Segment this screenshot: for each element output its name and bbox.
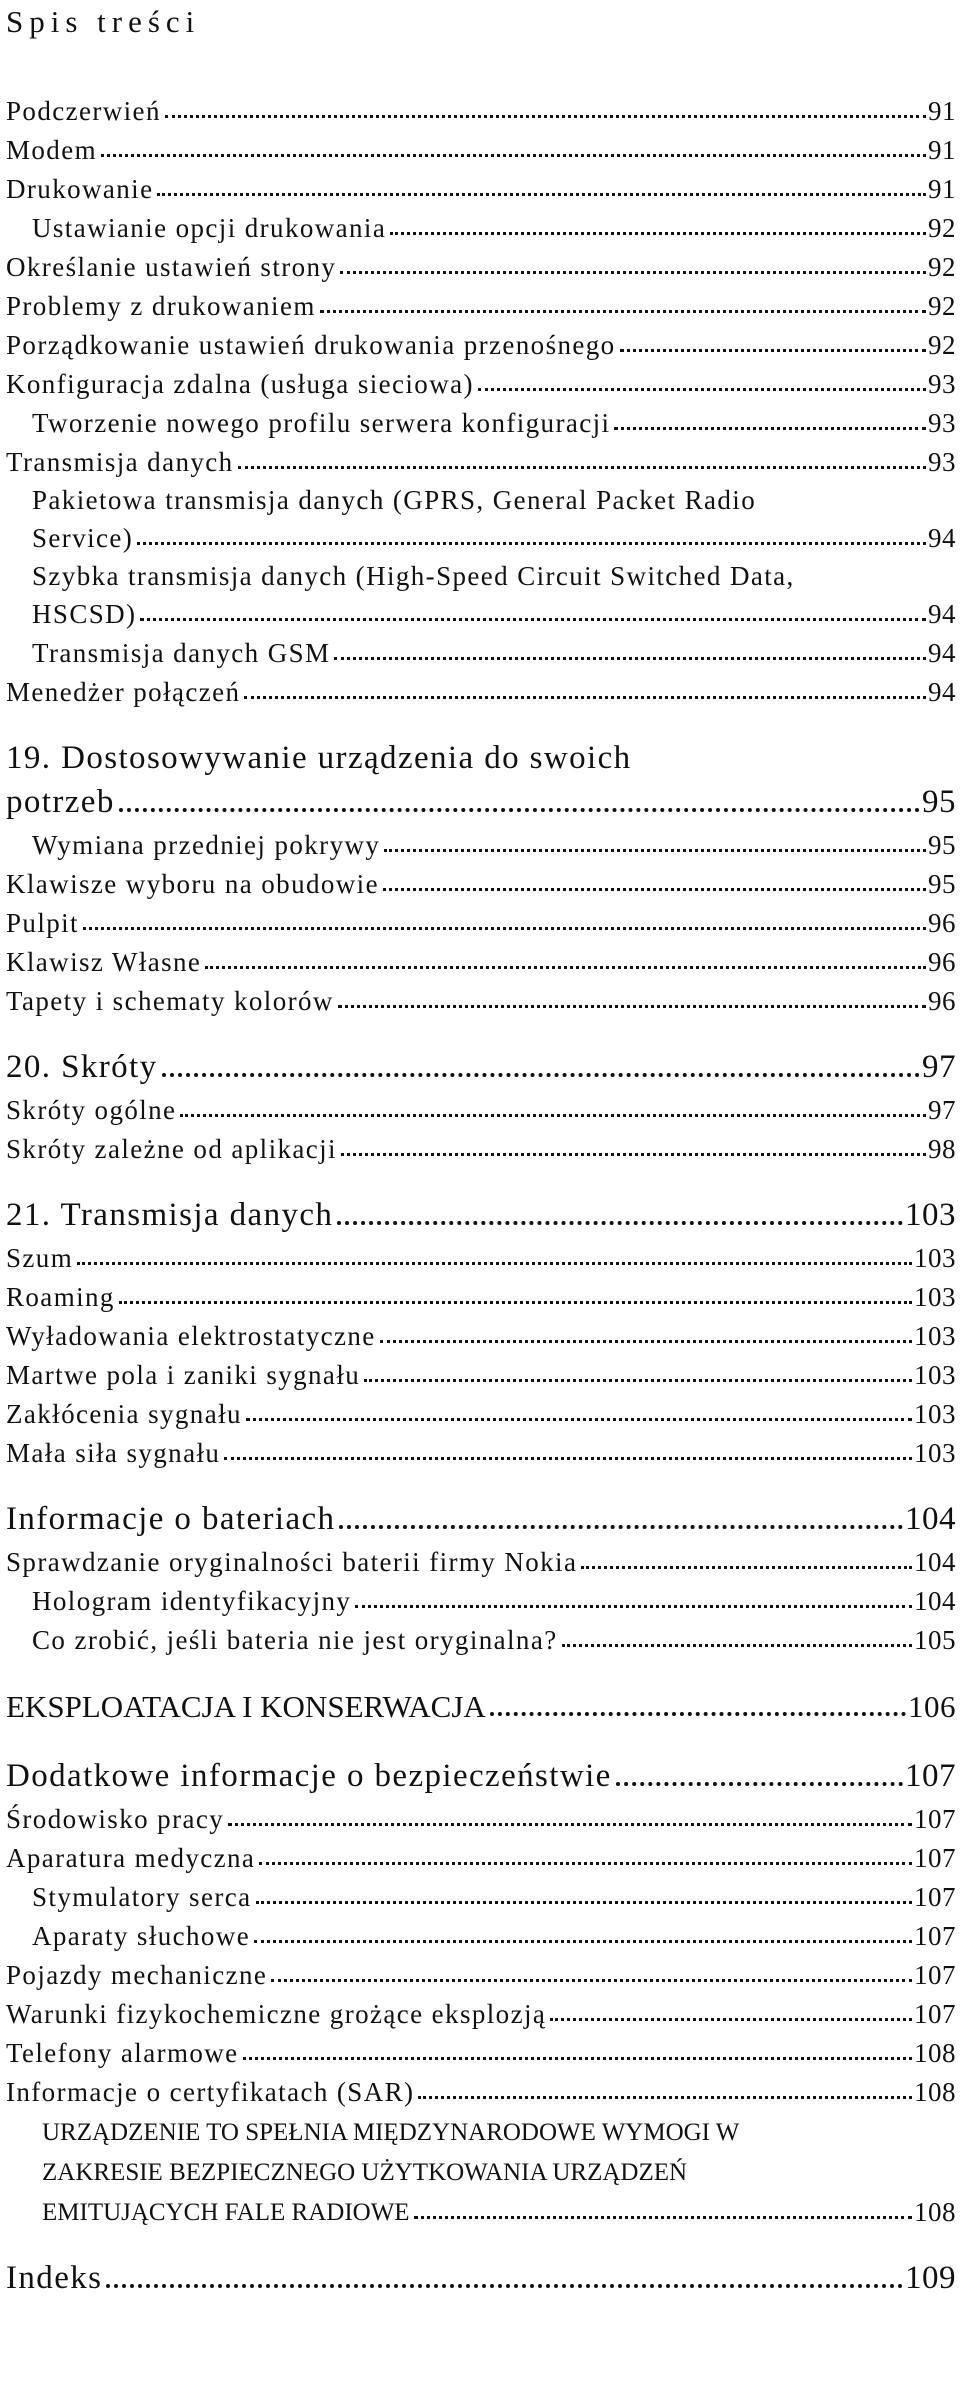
- toc-entry[interactable]: [6, 628, 956, 667]
- toc-entry-sar-notice-line1: URZĄDZENIE TO SPEŁNIA MIĘDZYNARODOWE WYMOGI W: [42, 2118, 740, 2146]
- dot-leader: [119, 804, 920, 812]
- toc-entry-page: 105: [914, 1624, 956, 1655]
- toc-entry[interactable]: [6, 937, 956, 976]
- toc-entry-label: Określanie ustawień strony: [6, 251, 337, 282]
- toc-index[interactable]: [6, 2250, 956, 2296]
- dot-leader: [390, 228, 926, 235]
- dot-leader: [380, 1336, 912, 1343]
- dot-leader: [243, 2053, 912, 2060]
- toc-entry-page: 104: [914, 1585, 956, 1616]
- toc-entry-sar-notice-line2: ZAKRESIE BEZPIECZNEGO UŻYTKOWANIA URZĄDZEŃ: [42, 2158, 688, 2186]
- toc-entry-label: Co zrobić, jeśli bateria nie jest oryginalna?: [32, 1624, 558, 1655]
- toc-entry-label: Warunki fizykochemiczne grożące eksplozją: [6, 1998, 547, 2029]
- toc-entry[interactable]: [6, 1576, 956, 1615]
- toc-entry-gprs[interactable]: [6, 476, 956, 552]
- toc-entry[interactable]: [6, 125, 956, 164]
- toc-chapter-21[interactable]: [6, 1187, 956, 1233]
- toc-entry-hscsd-line1: Szybka transmisja danych (High-Speed Circuit Switched Data,: [32, 560, 795, 591]
- toc-entry-gprs-page: 94: [928, 522, 956, 553]
- toc-entry-page: 96: [928, 946, 956, 977]
- toc-entry-page: 92: [928, 251, 956, 282]
- toc-entry-sar-notice[interactable]: [6, 2106, 956, 2226]
- toc-entry-label: Transmisja danych GSM: [32, 637, 331, 668]
- toc-entry[interactable]: [6, 1233, 956, 1272]
- dot-leader: [384, 845, 926, 852]
- toc-entry-page: 93: [928, 368, 956, 399]
- toc-entry-gprs-line1: Pakietowa transmisja danych (GPRS, General Packet Radio: [32, 484, 757, 515]
- dot-leader: [157, 189, 926, 196]
- toc-entry-label: Skróty ogólne: [6, 1094, 177, 1125]
- toc-maintenance-page: 106: [908, 1689, 956, 1725]
- toc-entry-page: 107: [914, 1998, 956, 2029]
- toc-entry-page: 96: [928, 907, 956, 938]
- toc-entry-page: 95: [928, 868, 956, 899]
- toc-maintenance-label: EKSPLOATACJA I KONSERWACJA: [6, 1689, 486, 1725]
- toc-entry-label: Zakłócenia sygnału: [6, 1398, 242, 1429]
- toc-entry-label: Wymiana przedniej pokrywy: [32, 829, 381, 860]
- toc-entry-label: Pojazdy mechaniczne: [6, 1959, 268, 1990]
- dot-leader: [562, 1640, 912, 1647]
- toc-entry[interactable]: [6, 320, 956, 359]
- toc-entry-page: 97: [928, 1094, 956, 1125]
- dot-leader: [246, 1414, 912, 1421]
- toc-entry-page: 91: [928, 173, 956, 204]
- toc-entry[interactable]: [6, 1124, 956, 1163]
- dot-leader: [478, 384, 926, 391]
- dot-leader: [334, 653, 926, 660]
- toc-entry[interactable]: [6, 1615, 956, 1654]
- toc-entry[interactable]: [6, 242, 956, 281]
- toc-entry-label: Transmisja danych: [6, 446, 234, 477]
- toc-entry[interactable]: [6, 1794, 956, 1833]
- toc-entry-page: 107: [914, 1920, 956, 1951]
- dot-leader: [614, 423, 926, 430]
- dot-leader: [271, 1975, 912, 1982]
- dot-leader: [581, 1562, 912, 1569]
- dot-leader: [490, 1708, 906, 1716]
- dot-leader: [228, 1819, 912, 1826]
- dot-leader: [339, 1521, 903, 1529]
- dot-leader: [244, 692, 926, 699]
- toc-chapter-20[interactable]: [6, 1039, 956, 1085]
- dot-leader: [414, 2212, 912, 2219]
- toc-entry-label: Podczerwień: [6, 95, 161, 126]
- toc-entry-page: 91: [928, 134, 956, 165]
- toc-entry-page: 92: [928, 329, 956, 360]
- toc-entry-label: Mała siła sygnału: [6, 1437, 221, 1468]
- toc-entry-label: Środowisko pracy: [6, 1803, 225, 1834]
- toc-entry-page: 95: [928, 829, 956, 860]
- toc-entry[interactable]: [6, 359, 956, 398]
- toc-entry-hscsd-page: 94: [928, 598, 956, 629]
- dot-leader: [137, 538, 926, 545]
- toc-entry-label: Wyładowania elektrostatyczne: [6, 1320, 376, 1351]
- toc-entry-page: 91: [928, 95, 956, 126]
- toc-entry[interactable]: [6, 1989, 956, 2028]
- toc-entry-page: 103: [914, 1320, 956, 1351]
- toc-entry-label: Aparaty słuchowe: [32, 1920, 251, 1951]
- toc-entry-page: 92: [928, 290, 956, 321]
- toc-entry[interactable]: [6, 164, 956, 203]
- dot-leader: [418, 2092, 912, 2099]
- dot-leader: [259, 1858, 912, 1865]
- toc-chapter-19-line2: potrzeb: [6, 784, 115, 821]
- toc-additional-safety-label: Dodatkowe informacje o bezpieczeństwie: [6, 1758, 612, 1795]
- dot-leader: [256, 1897, 913, 1904]
- toc-entry[interactable]: [6, 1311, 956, 1350]
- toc-entry[interactable]: [6, 203, 956, 242]
- toc-entry-label: Drukowanie: [6, 173, 154, 204]
- dot-leader: [119, 1297, 912, 1304]
- toc-entry-page: 108: [914, 2076, 956, 2107]
- toc-chapter-20-page: 97: [922, 1049, 956, 1086]
- toc-list: [6, 86, 956, 2296]
- toc-entry-page: 103: [914, 1437, 956, 1468]
- toc-entry-label: Szum: [6, 1242, 74, 1273]
- toc-entry[interactable]: [6, 1085, 956, 1124]
- toc-entry[interactable]: [6, 976, 956, 1015]
- toc-entry[interactable]: [6, 820, 956, 859]
- toc-entry-page: 107: [914, 1959, 956, 1990]
- toc-entry[interactable]: [6, 86, 956, 125]
- toc-entry[interactable]: [6, 2067, 956, 2106]
- toc-entry-page: 103: [914, 1398, 956, 1429]
- toc-entry-page: 108: [914, 2037, 956, 2068]
- toc-entry-page: 103: [914, 1281, 956, 1312]
- toc-index-page: 109: [905, 2260, 956, 2297]
- toc-entry[interactable]: [6, 1950, 956, 1989]
- toc-entry-label: Sprawdzanie oryginalności baterii firmy Nokia: [6, 1546, 578, 1577]
- toc-entry-label: Tworzenie nowego profilu serwera konfiguracji: [32, 407, 611, 438]
- dot-leader: [620, 345, 926, 352]
- toc-additional-safety-page: 107: [905, 1758, 956, 1795]
- toc-entry-label: Ustawianie opcji drukowania: [32, 212, 387, 243]
- toc-entry-page: 94: [928, 676, 956, 707]
- toc-title: Spis treści: [6, 4, 201, 39]
- toc-batteries[interactable]: [6, 1491, 956, 1537]
- toc-entry-page: 98: [928, 1133, 956, 1164]
- toc-chapter-20-label: 20. Skróty: [6, 1049, 158, 1086]
- toc-entry[interactable]: [6, 1833, 956, 1872]
- toc-entry-page: 107: [914, 1881, 956, 1912]
- dot-leader: [337, 1217, 903, 1225]
- toc-entry-label: Modem: [6, 134, 97, 165]
- toc-entry[interactable]: [6, 859, 956, 898]
- toc-entry-label: Problemy z drukowaniem: [6, 290, 316, 321]
- toc-chapter-19-page: 95: [922, 784, 956, 821]
- dot-leader: [616, 1778, 903, 1786]
- toc-entry[interactable]: [6, 1272, 956, 1311]
- toc-entry-label: Stymulatory serca: [32, 1881, 252, 1912]
- toc-entry[interactable]: [6, 1428, 956, 1467]
- dot-leader: [140, 614, 926, 621]
- toc-entry-label: Informacje o certyfikatach (SAR): [6, 2076, 415, 2107]
- toc-entry-label: Roaming: [6, 1281, 115, 1312]
- toc-entry-label: Klawisze wyboru na obudowie: [6, 868, 379, 899]
- dot-leader: [83, 923, 926, 930]
- toc-entry-label: Klawisz Własne: [6, 946, 202, 977]
- toc-entry[interactable]: [6, 1872, 956, 1911]
- toc-entry[interactable]: [6, 398, 956, 437]
- dot-leader: [162, 1069, 920, 1077]
- toc-chapter-19-line1: 19. Dostosowywanie urządzenia do swoich: [6, 740, 632, 777]
- toc-entry-page: 93: [928, 446, 956, 477]
- dot-leader: [238, 462, 926, 469]
- toc-entry-gprs-line2: Service): [32, 522, 134, 553]
- toc-entry-sar-notice-page: 108: [914, 2196, 956, 2227]
- toc-entry[interactable]: [6, 2028, 956, 2067]
- dot-leader: [341, 1149, 926, 1156]
- toc-entry-label: Hologram identyfikacyjny: [32, 1585, 352, 1616]
- toc-entry[interactable]: [6, 667, 956, 706]
- dot-leader: [165, 111, 926, 118]
- dot-leader: [355, 1601, 912, 1608]
- dot-leader: [224, 1453, 912, 1460]
- toc-entry-label: Martwe pola i zaniki sygnału: [6, 1359, 361, 1390]
- toc-entry-label: Menedżer połączeń: [6, 676, 241, 707]
- dot-leader: [364, 1375, 912, 1382]
- dot-leader: [340, 267, 926, 274]
- toc-chapter-21-label: 21. Transmisja danych: [6, 1197, 334, 1234]
- toc-entry-page: 107: [914, 1803, 956, 1834]
- toc-chapter-19[interactable]: [6, 730, 956, 820]
- toc-entry[interactable]: [6, 1911, 956, 1950]
- toc-entry-hscsd[interactable]: [6, 552, 956, 628]
- toc-entry-label: Pulpit: [6, 907, 79, 938]
- toc-batteries-label: Informacje o bateriach: [6, 1501, 336, 1538]
- dot-leader: [180, 1110, 926, 1117]
- toc-entry[interactable]: [6, 281, 956, 320]
- toc-chapter-21-page: 103: [905, 1197, 956, 1234]
- dot-leader: [205, 962, 926, 969]
- dot-leader: [550, 2014, 912, 2021]
- toc-entry-label: Tapety i schematy kolorów: [6, 985, 334, 1016]
- dot-leader: [106, 2280, 903, 2288]
- toc-entry-page: 94: [928, 637, 956, 668]
- toc-entry-label: Aparatura medyczna: [6, 1842, 256, 1873]
- dot-leader: [254, 1936, 912, 1943]
- toc-entry[interactable]: [6, 1537, 956, 1576]
- dot-leader: [320, 306, 926, 313]
- toc-entry[interactable]: [6, 1350, 956, 1389]
- toc-entry-page: 103: [914, 1242, 956, 1273]
- toc-entry-page: 104: [914, 1546, 956, 1577]
- toc-entry-page: 103: [914, 1359, 956, 1390]
- toc-entry-hscsd-line2: HSCSD): [32, 598, 137, 629]
- toc-entry-label: Konfiguracja zdalna (usługa sieciowa): [6, 368, 474, 399]
- toc-entry-label: Porządkowanie ustawień drukowania przenośnego: [6, 329, 616, 360]
- toc-entry-page: 107: [914, 1842, 956, 1873]
- toc-entry[interactable]: [6, 1389, 956, 1428]
- toc-entry[interactable]: [6, 437, 956, 476]
- dot-leader: [383, 884, 926, 891]
- toc-entry-sar-notice-line3: EMITUJĄCYCH FALE RADIOWE: [42, 2198, 410, 2226]
- dot-leader: [77, 1258, 912, 1265]
- toc-entry-label: Skróty zależne od aplikacji: [6, 1133, 337, 1164]
- toc-additional-safety[interactable]: [6, 1748, 956, 1794]
- toc-entry[interactable]: [6, 898, 956, 937]
- toc-entry-page: 96: [928, 985, 956, 1016]
- toc-batteries-page: 104: [905, 1501, 956, 1538]
- toc-entry-page: 93: [928, 407, 956, 438]
- dot-leader: [101, 150, 926, 157]
- toc-index-label: Indeks: [6, 2260, 103, 2297]
- toc-entry-label: Telefony alarmowe: [6, 2037, 239, 2068]
- toc-entry-page: 92: [928, 212, 956, 243]
- toc-maintenance[interactable]: [6, 1678, 956, 1724]
- dot-leader: [338, 1001, 926, 1008]
